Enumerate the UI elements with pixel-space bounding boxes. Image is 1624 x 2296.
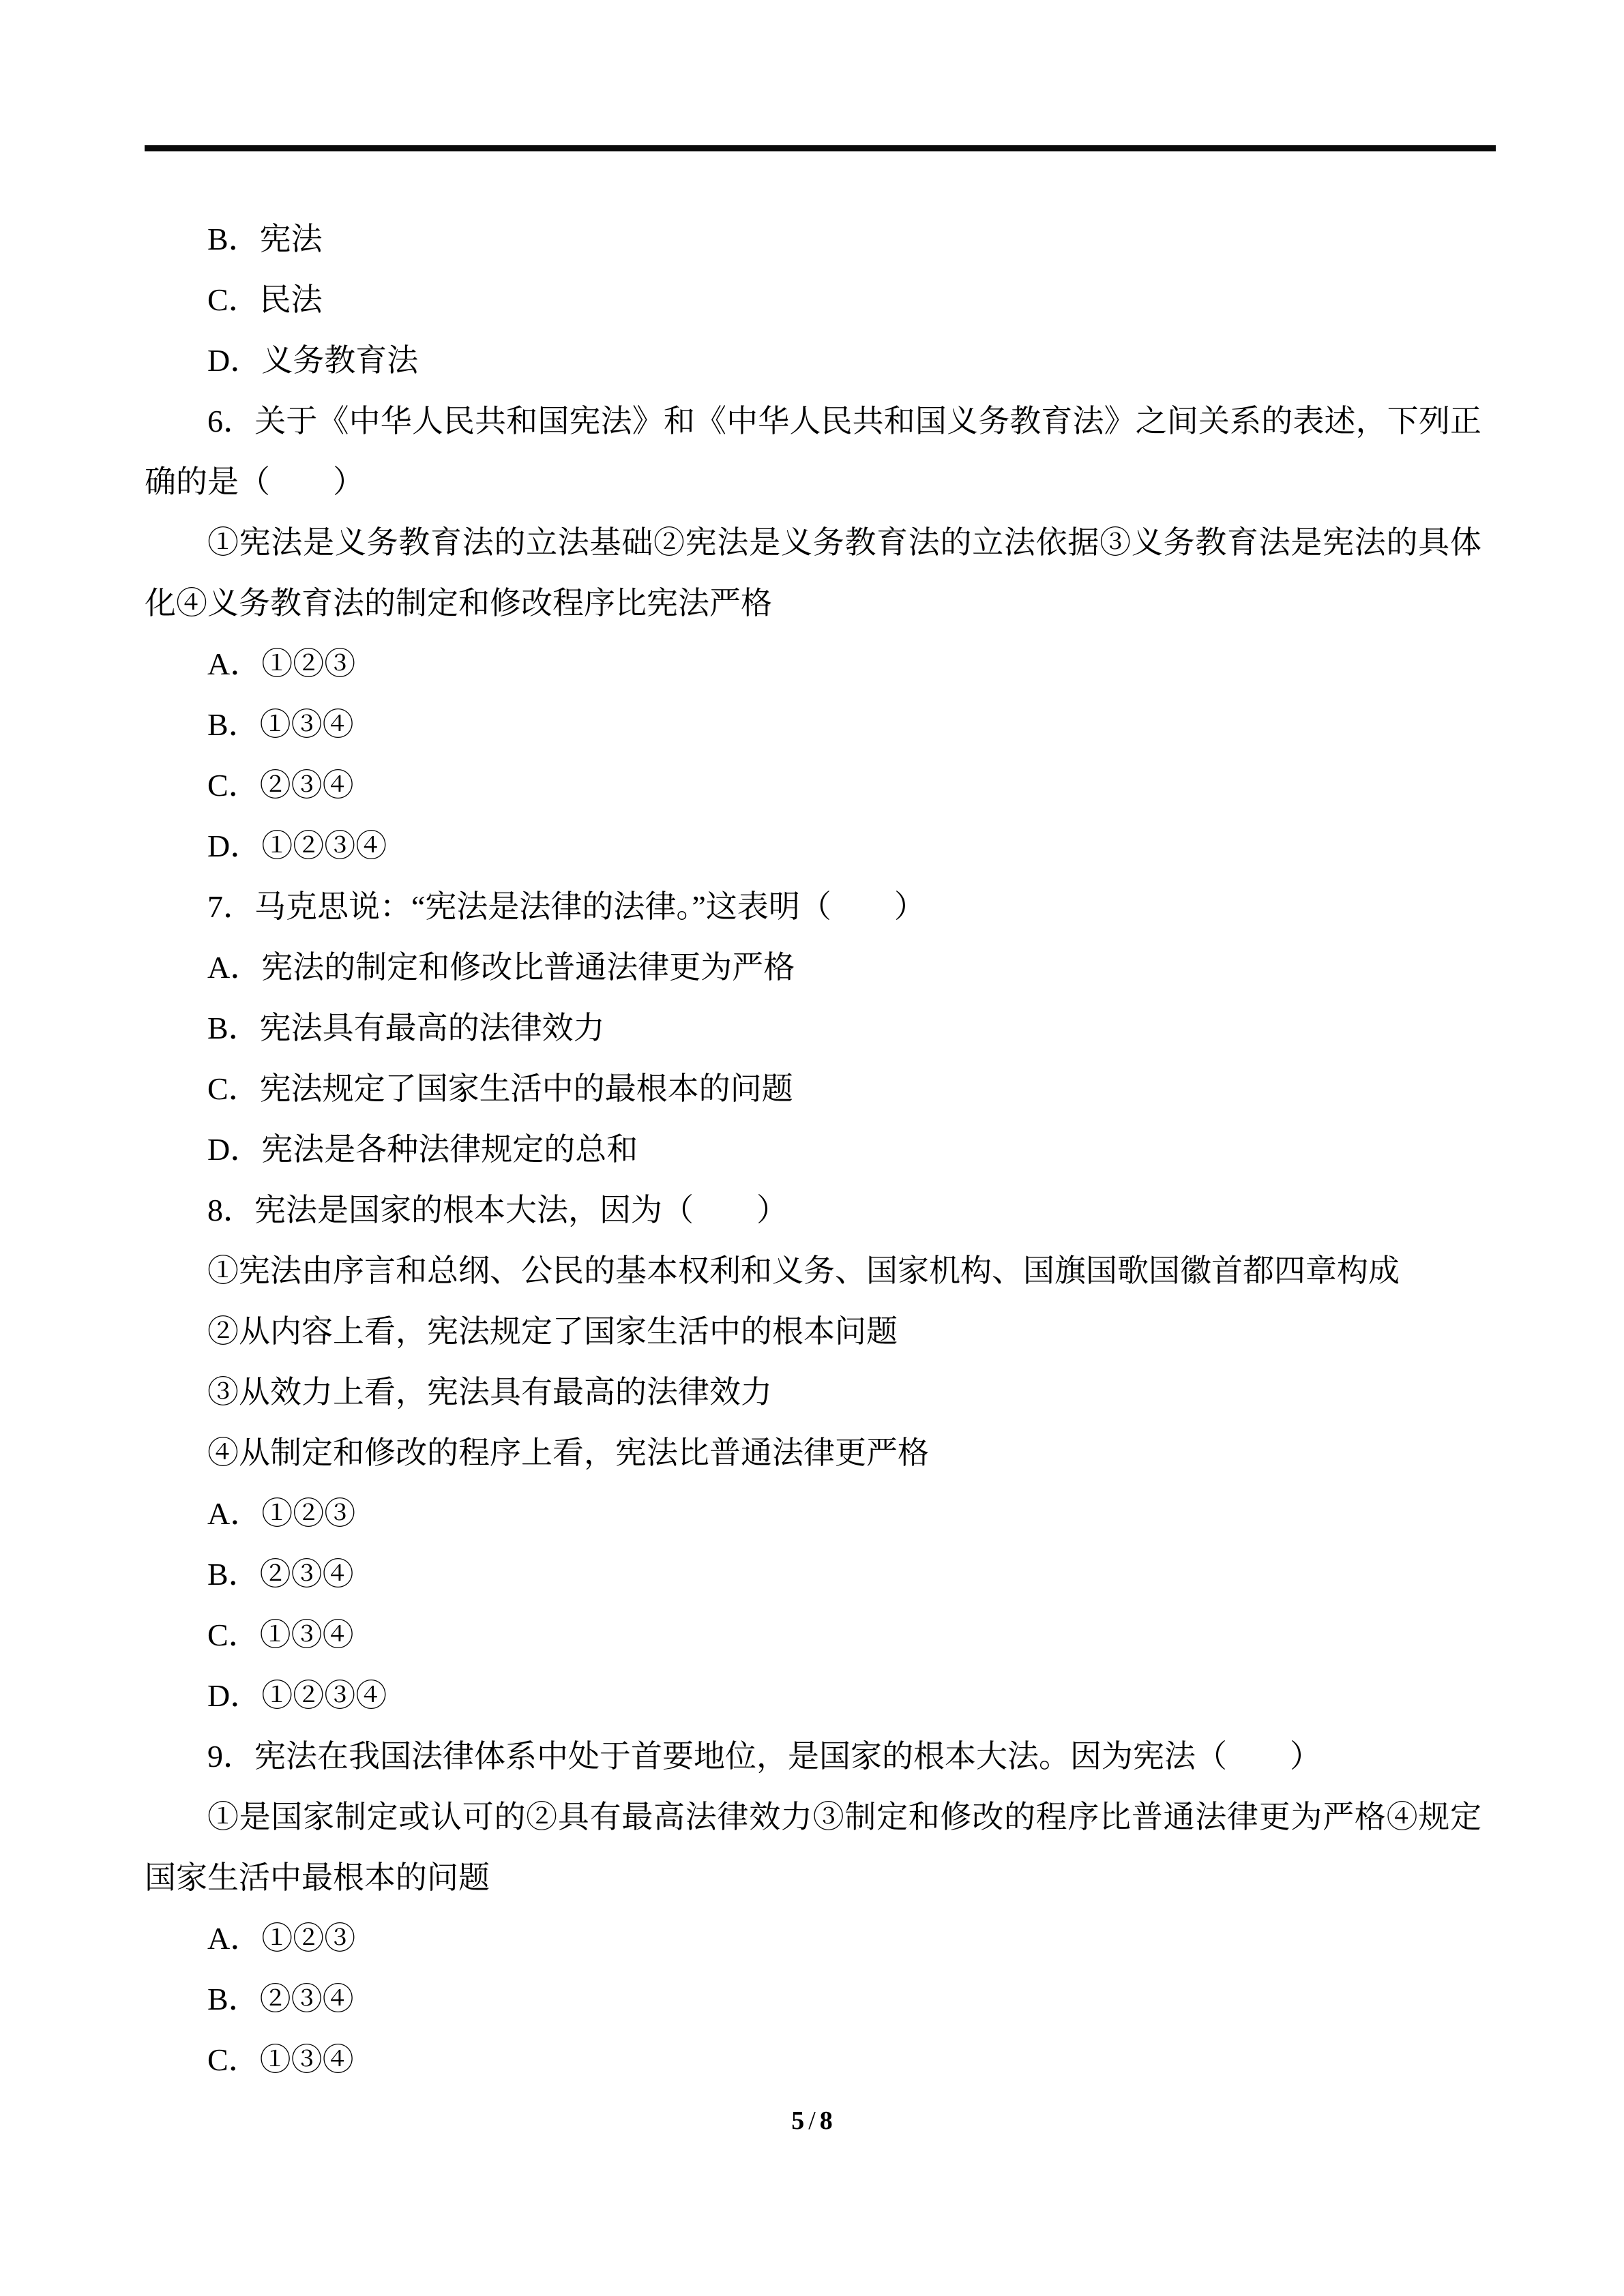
q8-option-c: C．①③④ <box>207 1617 354 1652</box>
q6-option-a: A．①②③ <box>207 646 356 681</box>
page-number-separator: / <box>808 2106 816 2135</box>
q8-option-d: D．①②③④ <box>207 1678 387 1713</box>
q7-option-b: B．宪法具有最高的法律效力 <box>207 1011 605 1045</box>
q7-option-c: C．宪法规定了国家生活中的最根本的问题 <box>207 1071 793 1106</box>
q9-option-c: C．①③④ <box>207 2042 354 2077</box>
q8-item-1: ①宪法由序言和总纲、公民的基本权利和义务、国家机构、国旗国歌国徽首都四章构成 <box>207 1253 1400 1288</box>
page-number-total: 8 <box>819 2106 833 2135</box>
q8-stem: 8．宪法是国家的根本大法，因为（ ） <box>207 1193 788 1227</box>
q7-option-d: D．宪法是各种法律规定的总和 <box>207 1132 638 1167</box>
q5-option-c: C．民法 <box>207 282 323 317</box>
document-body <box>145 209 1481 2090</box>
header-rule <box>145 145 1496 151</box>
q7-stem: 7．马克思说：“宪法是法律的法律。”这表明（ ） <box>207 889 926 924</box>
q8-item-4: ④从制定和修改的程序上看，宪法比普通法律更严格 <box>207 1435 929 1470</box>
q8-item-3: ③从效力上看，宪法具有最高的法律效力 <box>207 1375 772 1410</box>
q8-option-a: A．①②③ <box>207 1496 356 1531</box>
q9-option-b: B．②③④ <box>207 1982 354 2016</box>
page-footer <box>0 2103 1624 2138</box>
q9-option-a: A．①②③ <box>207 1921 356 1956</box>
q8-option-b: B．②③④ <box>207 1557 354 1592</box>
q9-items: ①是国家制定或认可的②具有最高法律效力③制定和修改的程序比普通法律更为严格④规定国家生活中最根本的问题 <box>145 1800 1481 1895</box>
q6-option-c: C．②③④ <box>207 768 354 803</box>
q9-stem: 9．宪法在我国法律体系中处于首要地位，是国家的根本大法。因为宪法（ ） <box>207 1739 1321 1774</box>
q7-option-a: A．宪法的制定和修改比普通法律更为严格 <box>207 950 795 985</box>
q6-option-d: D．①②③④ <box>207 829 387 863</box>
q8-item-2: ②从内容上看，宪法规定了国家生活中的根本问题 <box>207 1314 898 1349</box>
q6-items: ①宪法是义务教育法的立法基础②宪法是义务教育法的立法依据③义务教育法是宪法的具体化④义务教育法的制定和修改程序比宪法严格 <box>145 525 1481 621</box>
q5-option-d: D．义务教育法 <box>207 343 419 378</box>
page-number-current: 5 <box>791 2106 805 2135</box>
q5-option-b: B．宪法 <box>207 222 323 256</box>
q6-stem: 6．关于《中华人民共和国宪法》和《中华人民共和国义务教育法》之间关系的表述，下列正确的是（ ） <box>145 404 1481 499</box>
q6-option-b: B．①③④ <box>207 707 354 742</box>
